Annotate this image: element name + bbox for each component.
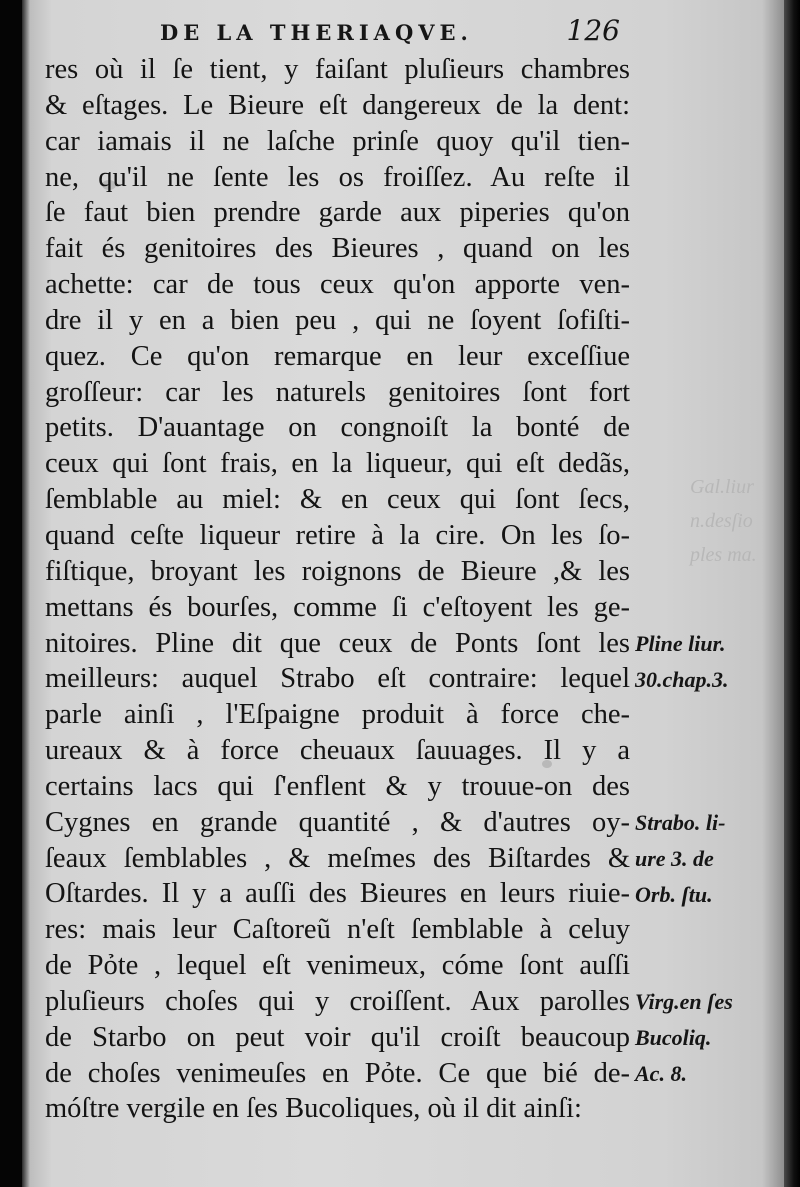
page-header: [160, 14, 620, 50]
bleed-through-text: Gal.liur n.desſio ples ma.: [690, 476, 757, 566]
text-line: Oſtardes. Il y a auſſi des Bieures en leurs riuie-: [45, 878, 630, 910]
marginal-note-pline: [635, 626, 775, 698]
text-line: nitoires. Pline dit que ceux de Ponts ſont les: [45, 627, 630, 659]
text-line: dre il y en a bien peu , qui ne ſoyent ſofiſti-: [45, 304, 630, 336]
running-head: DE LA THERIAQVE.: [160, 20, 473, 45]
text-line: ſemblable au miel: & en ceux qui ſont ſecs,: [45, 484, 630, 516]
text-line: groſſeur: car les naturels genitoires ſont fort: [45, 376, 630, 408]
text-line: car iamais il ne laſche prinſe quoy qu'il tien-: [45, 125, 630, 157]
text-line: de choſes venimeuſes en Pỏte. Ce que bié de-: [45, 1057, 630, 1089]
text-line: de Starbo on peut voir qu'il croiſt beaucoup: [45, 1021, 630, 1053]
text-line: mettans és bourſes, comme ſi c'eſtoyent les ge-: [45, 591, 630, 623]
marginal-note-line: Bucoliq.: [635, 1024, 712, 1050]
marginal-note-line: Virg.en ſes: [635, 989, 733, 1014]
text-line: meilleurs: auquel Strabo eſt contraire: lequel: [45, 663, 630, 695]
text-line: & eſtages. Le Bieure eſt dangereux de la dent:: [45, 89, 630, 121]
text-line: res: mais leur Caſtoreũ n'eſt ſemblable à celuy: [45, 914, 630, 946]
text-line: parle ainſi , l'Eſpaigne produit à force che-: [45, 699, 630, 731]
text-line: quez. Ce qu'on remarque en leur exceſſiue: [45, 340, 630, 372]
text-line: pluſieurs choſes qui y croiſſent. Aux parolles: [45, 985, 630, 1017]
text-line: achette: car de tous ceux qu'on apporte ven-: [45, 269, 630, 301]
text-line: petits. D'auantage on congnoiſt la bonté de: [45, 412, 630, 444]
marginal-note-line: Strabo. li-: [635, 810, 726, 835]
marginal-note-line: ure 3. de: [635, 845, 714, 871]
marginal-note-line: 30.chap.3.: [635, 666, 729, 692]
page-number: 126: [566, 14, 620, 47]
text-line: certains lacs qui ſ'enflent & y trouue-on des: [45, 770, 630, 802]
marginal-note-line: Orb. ſtu.: [635, 881, 713, 907]
marginal-note-strabo: [635, 805, 775, 913]
text-line: de Pỏte , lequel eſt venimeux, cóme ſont auſſi: [45, 950, 630, 982]
text-line: ſeaux ſemblables , & meſmes des Biſtardes &: [45, 842, 630, 874]
text-line: quand ceſte liqueur retire à la cire. On les ſo-: [45, 519, 630, 551]
text-line: ne, qu'il ne ſente les os froiſſez. Au reſte il: [45, 161, 630, 193]
text-line: Cygnes en grande quantité , & d'autres oy-: [45, 806, 630, 838]
text-line: fait és genitoires des Bieures , quand on les: [45, 233, 630, 265]
book-edge-right: [784, 0, 800, 1187]
marginal-note-virgil: [635, 984, 775, 1092]
main-text-block: [45, 52, 630, 1127]
book-gutter-left: [0, 0, 22, 1187]
marginal-note-line: Ac. 8.: [635, 1060, 687, 1086]
text-line: ceux qui ſont frais, en la liqueur, qui eſt dedãs,: [45, 448, 630, 480]
text-line: res où il ſe tient, y faiſant pluſieurs chambres: [45, 54, 630, 85]
text-line: móſtre vergile en ſes Bucoliques, où il dit ainſi:: [45, 1093, 582, 1125]
marginal-note-line: Pline liur.: [635, 631, 726, 656]
text-line: ureaux & à force cheuaux ſauuages. Il y a: [45, 735, 630, 767]
text-line: ſe faut bien prendre garde aux piperies qu'on: [45, 197, 630, 229]
text-line: fiſtique, broyant les roignons de Bieure ,& les: [45, 555, 630, 587]
